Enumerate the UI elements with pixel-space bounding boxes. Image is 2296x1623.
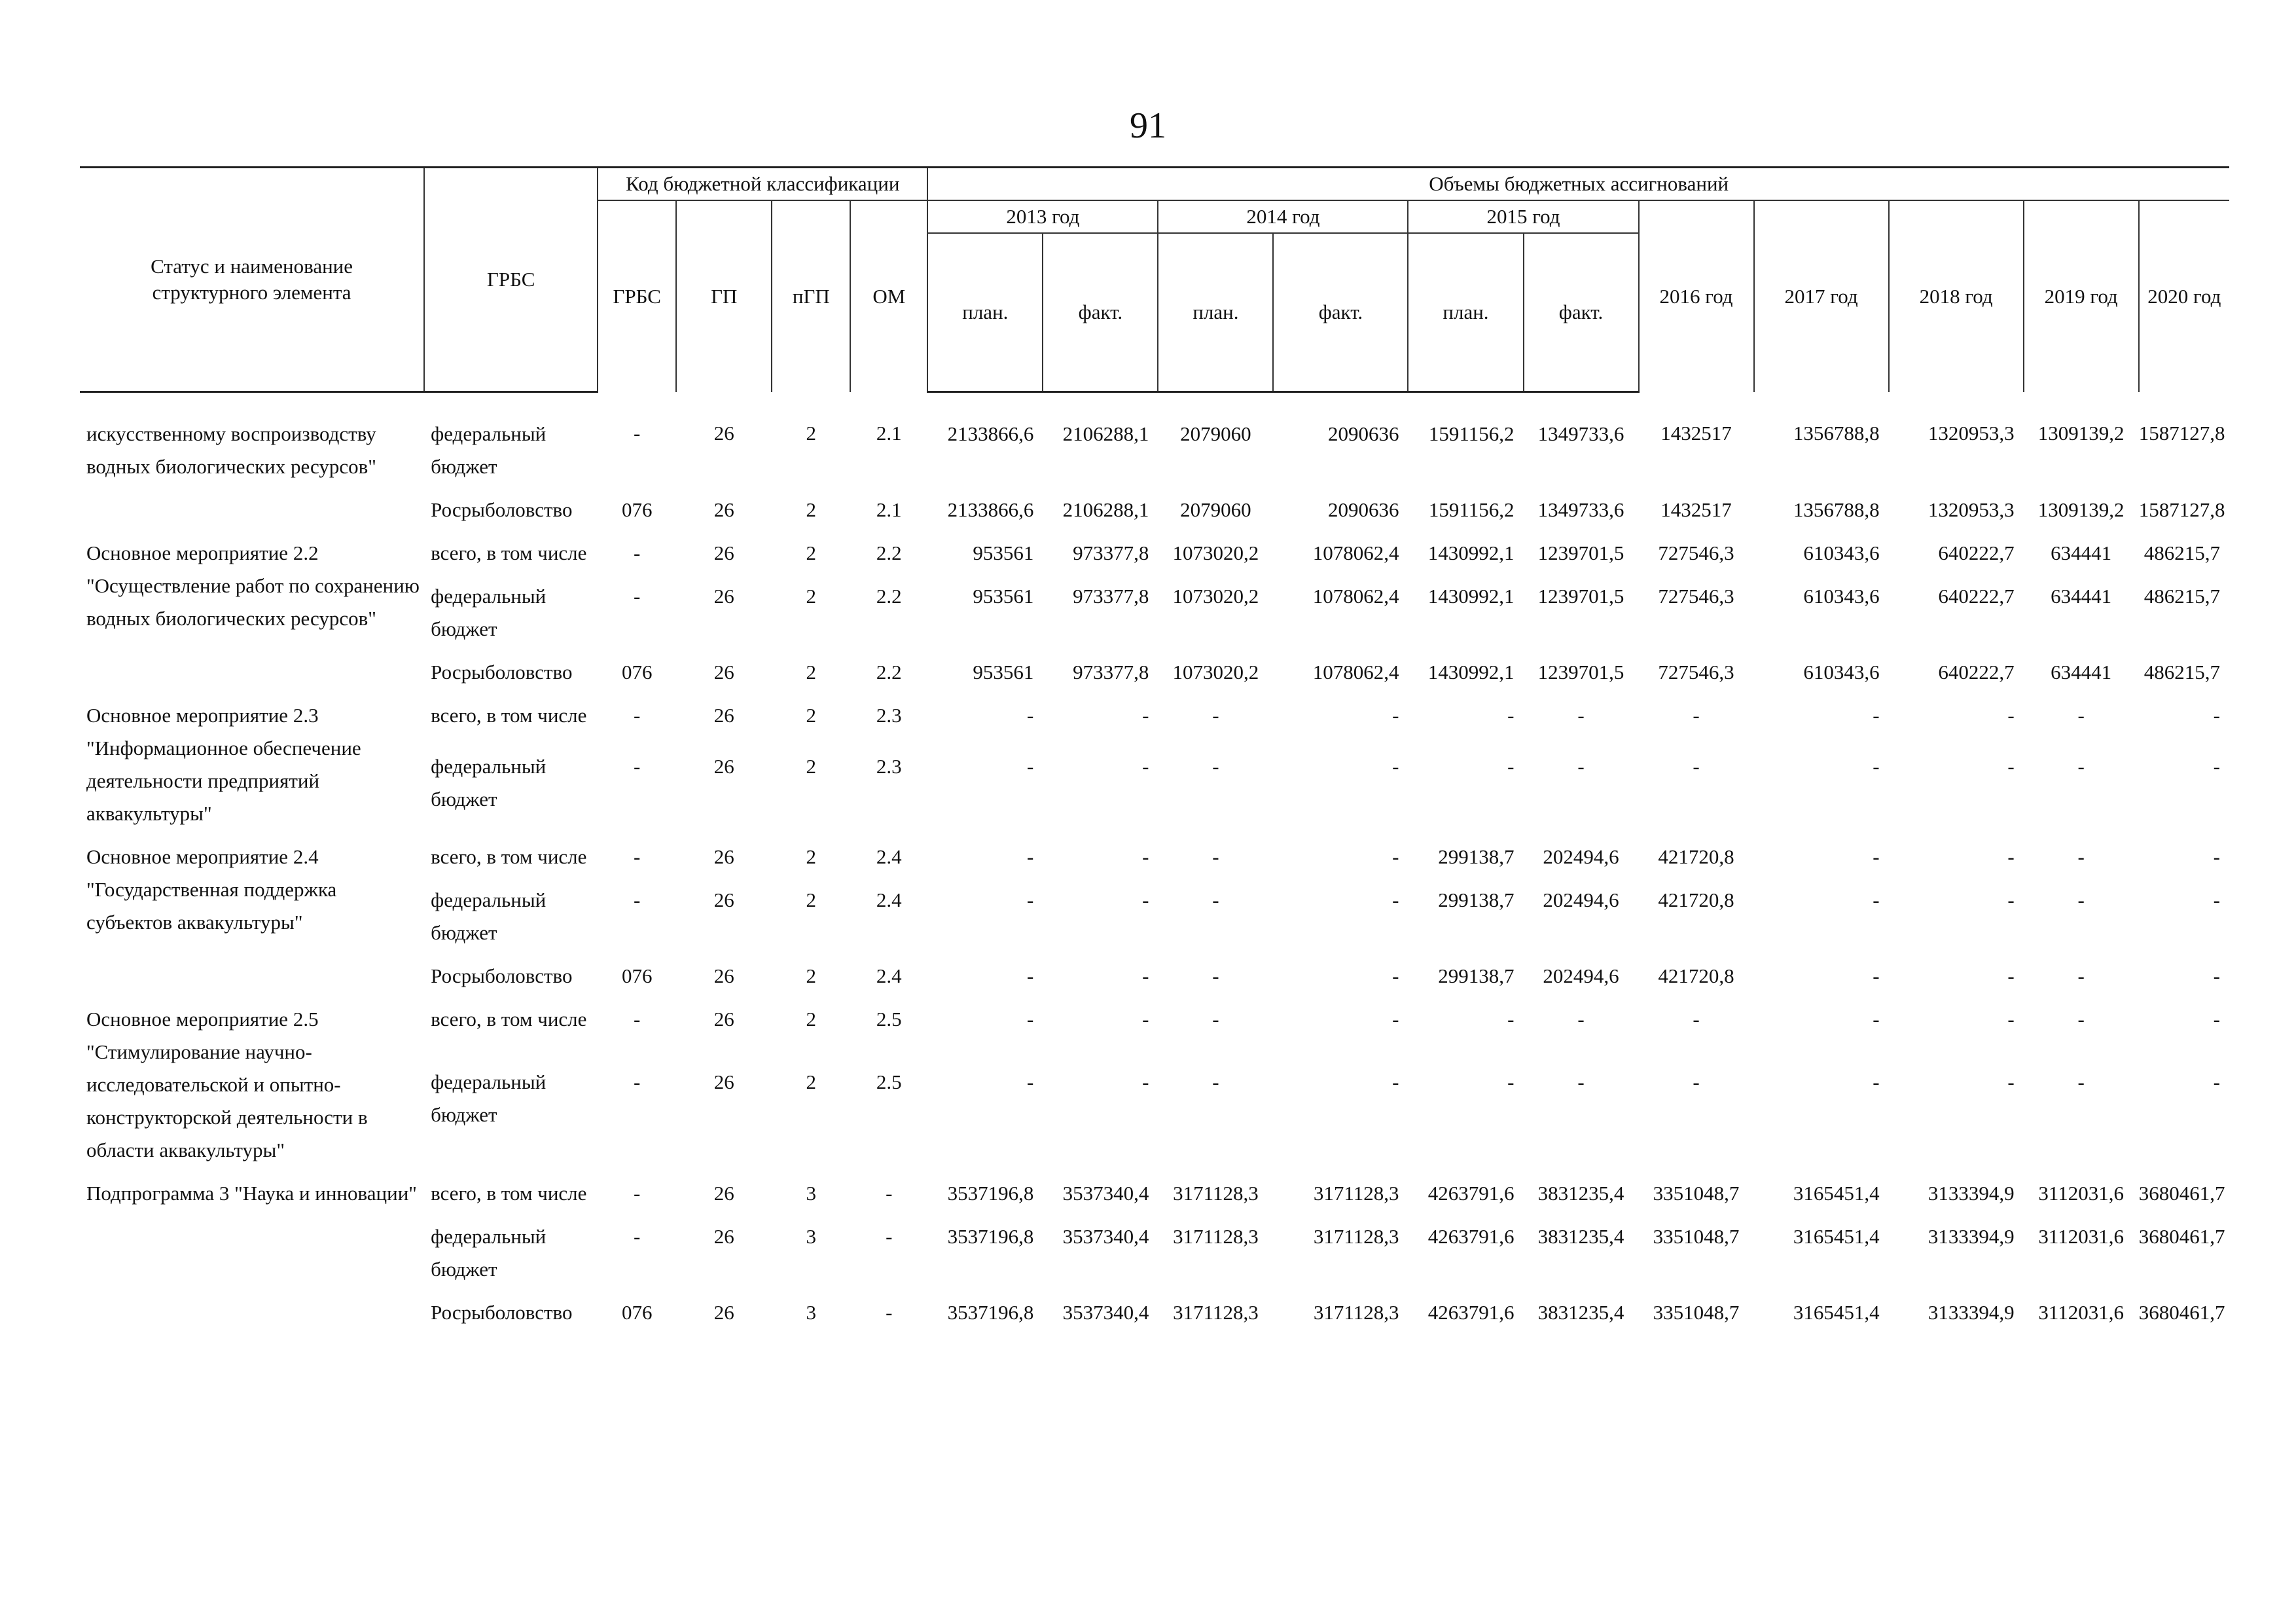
funding-source: федеральный бюджет [431, 888, 547, 944]
value-cell: 1356788,8 [1793, 421, 1880, 445]
code-grbs: - [634, 1070, 641, 1094]
value-cell: 3537340,4 [1062, 1182, 1149, 1205]
value-cell: 3351048,7 [1653, 1301, 1740, 1324]
code-grbs-header: ГРБС [598, 200, 676, 392]
value-cell: 3351048,7 [1653, 1182, 1740, 1205]
code-om: 2.3 [876, 755, 902, 778]
code-grbs: - [634, 1225, 641, 1248]
value-cell: 1073020,2 [1172, 661, 1259, 684]
budget-table [80, 166, 2229, 1340]
code-grbs: - [634, 888, 641, 911]
value-cell: 1320953,3 [1928, 498, 2015, 521]
value-cell: 1078062,4 [1312, 541, 1399, 564]
code-om: 2.5 [876, 1070, 902, 1094]
page-number: 91 [1130, 105, 1166, 146]
element-name: Основное мероприятие 2.5 "Стимулирование научно-исследовательской и опытно-конструкторской деятельности в области аквакультуры" [86, 1008, 368, 1161]
value-cell: 3171128,3 [1313, 1182, 1399, 1205]
value-cell: 2090636 [1327, 422, 1399, 445]
table-row [80, 1003, 2229, 1066]
code-gp: 26 [713, 704, 734, 727]
code-om: 2.5 [876, 1008, 902, 1030]
value-cell: 421720,8 [1658, 845, 1734, 868]
value-cell: - [1142, 755, 1149, 778]
value-cell: 3165451,4 [1793, 1182, 1880, 1205]
value-cell: 3537196,8 [947, 1182, 1034, 1205]
value-cell: - [1507, 704, 1515, 727]
value-cell: - [1577, 1070, 1585, 1094]
value-cell: 3171128,3 [1173, 1225, 1259, 1248]
value-cell: 3831235,4 [1537, 1301, 1624, 1324]
fact-2015-header: факт. [1524, 233, 1639, 392]
code-grbs: - [634, 704, 641, 727]
value-cell: 3171128,3 [1313, 1225, 1399, 1248]
value-cell: 640222,7 [1938, 585, 2015, 608]
value-cell: - [2007, 888, 2015, 911]
year-2015-header: 2015 год [1408, 200, 1638, 233]
year-2017-header: 2017 год [1754, 200, 1889, 392]
table-row [80, 841, 2229, 884]
element-name: Основное мероприятие 2.4 "Государственная поддержка субъектов аквакультуры" [86, 845, 337, 934]
value-cell: - [1873, 1070, 1880, 1094]
value-cell: - [2077, 845, 2085, 868]
code-om: 2.2 [876, 661, 902, 684]
year-2014-header: 2014 год [1158, 200, 1408, 233]
funding-source: Росрыболовство [431, 498, 573, 521]
code-pgp-header: пГП [772, 200, 850, 392]
code-grbs: 076 [621, 1301, 653, 1324]
element-name: Основное мероприятие 2.3 "Информационное обеспечение деятельности предприятий аквакультуры" [86, 704, 361, 825]
value-cell: 3165451,4 [1793, 1225, 1880, 1248]
value-cell: 1432517 [1660, 498, 1732, 521]
value-cell: 2133866,6 [947, 422, 1034, 445]
value-cell: 1430992,1 [1427, 661, 1515, 684]
funding-source: федеральный бюджет [431, 755, 547, 811]
code-pgp: 2 [806, 541, 817, 564]
value-cell: 202494,6 [1543, 845, 1619, 868]
code-pgp: 2 [806, 498, 817, 521]
value-cell: 1239701,5 [1537, 585, 1624, 608]
value-cell: 727546,3 [1658, 541, 1734, 564]
value-cell: - [2213, 704, 2220, 727]
value-cell: 299138,7 [1438, 845, 1515, 868]
value-cell: - [2213, 964, 2220, 987]
value-cell: 2090636 [1327, 498, 1399, 521]
value-cell: 953561 [973, 661, 1034, 684]
code-gp: 26 [713, 661, 734, 684]
value-cell: 3171128,3 [1173, 1182, 1259, 1205]
value-cell: 727546,3 [1658, 661, 1734, 684]
code-gp: 26 [713, 845, 734, 868]
value-cell: - [1693, 1008, 1700, 1030]
value-cell: 1239701,5 [1537, 541, 1624, 564]
year-2019-header: 2019 год [2024, 200, 2139, 392]
funding-source: федеральный бюджет [431, 1225, 547, 1281]
value-cell: - [1392, 1008, 1399, 1030]
value-cell: 3133394,9 [1928, 1301, 2015, 1324]
value-cell: - [1212, 1008, 1219, 1030]
value-cell: - [1212, 755, 1219, 778]
funding-source: федеральный бюджет [431, 585, 547, 640]
value-cell: - [2213, 1008, 2220, 1030]
value-cell: - [1392, 755, 1399, 778]
value-cell: - [2077, 888, 2085, 911]
value-cell: - [1392, 845, 1399, 868]
value-cell: - [1212, 964, 1219, 987]
code-pgp: 2 [806, 755, 817, 778]
code-gp: 26 [713, 1070, 734, 1094]
code-om: 2.4 [876, 964, 902, 987]
code-om: 2.4 [876, 888, 902, 911]
code-om: - [886, 1182, 893, 1205]
value-cell: - [1142, 1070, 1149, 1094]
value-cell: - [2007, 964, 2015, 987]
value-cell: 973377,8 [1073, 541, 1149, 564]
value-cell: 486215,7 [2144, 661, 2220, 684]
value-cell: - [1142, 888, 1149, 911]
code-grbs: 076 [621, 964, 653, 987]
value-cell: - [2213, 755, 2220, 778]
value-cell: 634441 [2051, 541, 2112, 564]
code-gp: 26 [713, 1225, 734, 1248]
value-cell: - [2077, 1070, 2085, 1094]
value-cell: 1309139,2 [2037, 421, 2125, 445]
value-cell: 1073020,2 [1172, 585, 1259, 608]
value-cell: - [1392, 964, 1399, 987]
value-cell: 3112031,6 [2038, 1225, 2124, 1248]
code-grbs: - [634, 755, 641, 778]
value-cell: 1587127,8 [2138, 498, 2225, 521]
value-cell: 3112031,6 [2038, 1182, 2124, 1205]
table-row [80, 537, 2229, 580]
table-row [80, 699, 2229, 750]
code-om: 2.4 [876, 845, 902, 868]
code-grbs: - [634, 541, 641, 564]
value-cell: - [1212, 888, 1219, 911]
element-name: Подпрограмма 3 "Наука и инновации" [86, 1182, 417, 1205]
value-cell: 2079060 [1180, 498, 1251, 521]
code-grbs: - [634, 421, 641, 445]
value-cell: 634441 [2051, 661, 2112, 684]
value-cell: - [1142, 964, 1149, 987]
value-cell: 1078062,4 [1312, 585, 1399, 608]
code-gp: 26 [713, 421, 734, 445]
value-cell: 4263791,6 [1427, 1301, 1515, 1324]
value-cell: - [1027, 964, 1034, 987]
fact-2014-header: факт. [1273, 233, 1408, 392]
code-pgp: 2 [806, 964, 817, 987]
value-cell: 4263791,6 [1427, 1225, 1515, 1248]
value-cell: 202494,6 [1543, 888, 1619, 911]
value-cell: - [1392, 888, 1399, 911]
value-cell: 3133394,9 [1928, 1225, 2015, 1248]
code-om: 2.2 [876, 585, 902, 608]
value-cell: - [2077, 755, 2085, 778]
code-pgp: 3 [806, 1225, 817, 1248]
code-pgp: 2 [806, 585, 817, 608]
funding-source: Росрыболовство [431, 1301, 573, 1324]
value-cell: 3133394,9 [1928, 1182, 2015, 1205]
value-cell: - [1507, 1070, 1515, 1094]
value-cell: - [1027, 704, 1034, 727]
value-cell: - [1027, 1008, 1034, 1030]
value-cell: 3831235,4 [1537, 1225, 1624, 1248]
value-cell: 3171128,3 [1173, 1301, 1259, 1324]
value-cell: - [2213, 1070, 2220, 1094]
code-om: 2.1 [876, 421, 902, 445]
value-cell: 299138,7 [1438, 964, 1515, 987]
value-cell: - [2007, 755, 2015, 778]
value-cell: 973377,8 [1073, 585, 1149, 608]
volumes-group-header: Объемы бюджетных ассигнований [927, 168, 2229, 201]
funding-source: всего, в том числе [431, 1008, 587, 1030]
value-cell: 3537340,4 [1062, 1225, 1149, 1248]
value-cell: - [1027, 888, 1034, 911]
value-cell: - [1873, 755, 1880, 778]
value-cell: - [1693, 1070, 1700, 1094]
value-cell: 610343,6 [1803, 585, 1880, 608]
value-cell: 3537340,4 [1062, 1301, 1149, 1324]
value-cell: 1349733,6 [1537, 498, 1624, 521]
code-grbs: 076 [621, 661, 653, 684]
value-cell: 973377,8 [1073, 661, 1149, 684]
element-name: Основное мероприятие 2.2 "Осуществление работ по сохранению водных биологических ресурсов" [86, 541, 420, 630]
funding-source: Росрыболовство [431, 964, 573, 987]
value-cell: 727546,3 [1658, 585, 1734, 608]
code-om: 2.1 [876, 498, 902, 521]
value-cell: - [1027, 1070, 1034, 1094]
value-cell: 1309139,2 [2037, 498, 2125, 521]
value-cell: - [1212, 704, 1219, 727]
value-cell: - [1142, 1008, 1149, 1030]
code-gp: 26 [713, 888, 734, 911]
value-cell: - [1212, 845, 1219, 868]
code-grbs: - [634, 845, 641, 868]
value-cell: - [1873, 964, 1880, 987]
value-cell: 486215,7 [2144, 541, 2220, 564]
table-row [80, 1177, 2229, 1220]
code-gp: 26 [713, 1301, 734, 1324]
value-cell: 3680461,7 [2138, 1301, 2225, 1324]
value-cell: 4263791,6 [1427, 1182, 1515, 1205]
value-cell: - [1392, 1070, 1399, 1094]
value-cell: - [1212, 1070, 1219, 1094]
value-cell: 640222,7 [1938, 661, 2015, 684]
value-cell: - [2213, 845, 2220, 868]
value-cell: - [2007, 845, 2015, 868]
code-om: 2.3 [876, 704, 902, 727]
value-cell: 2106288,1 [1062, 498, 1149, 521]
value-cell: - [2213, 888, 2220, 911]
code-gp: 26 [713, 1182, 734, 1205]
value-cell: 610343,6 [1803, 541, 1880, 564]
value-cell: 1430992,1 [1427, 541, 1515, 564]
value-cell: - [2007, 1070, 2015, 1094]
value-cell: - [2077, 704, 2085, 727]
value-cell: - [1027, 755, 1034, 778]
value-cell: - [1873, 1008, 1880, 1030]
code-gp: 26 [713, 541, 734, 564]
value-cell: 3537196,8 [947, 1225, 1034, 1248]
value-cell: - [1142, 845, 1149, 868]
value-cell: 1591156,2 [1428, 498, 1515, 521]
code-pgp: 2 [806, 421, 817, 445]
fact-2013-header: факт. [1043, 233, 1158, 392]
code-gp: 26 [713, 964, 734, 987]
value-cell: 1587127,8 [2138, 421, 2225, 445]
plan-2015-header: план. [1408, 233, 1523, 392]
value-cell: - [1577, 755, 1585, 778]
code-grbs: 076 [621, 498, 653, 521]
code-gp: 26 [713, 755, 734, 778]
funding-source: федеральный бюджет [431, 422, 547, 478]
value-cell: - [1027, 845, 1034, 868]
funding-source: всего, в том числе [431, 1182, 587, 1205]
value-cell: - [1142, 704, 1149, 727]
value-cell: - [1873, 888, 1880, 911]
value-cell: 3171128,3 [1313, 1301, 1399, 1324]
funding-source: федеральный бюджет [431, 1070, 547, 1127]
year-2016-header: 2016 год [1639, 200, 1754, 392]
value-cell: - [2007, 704, 2015, 727]
value-cell: 2106288,1 [1062, 422, 1149, 445]
value-cell: 3112031,6 [2038, 1301, 2124, 1324]
code-pgp: 2 [806, 704, 817, 727]
code-group-header: Код бюджетной классификации [598, 168, 927, 201]
funding-source: всего, в том числе [431, 845, 587, 868]
code-grbs: - [634, 1182, 641, 1205]
code-grbs: - [634, 585, 641, 608]
value-cell: 3165451,4 [1793, 1301, 1880, 1324]
status-header: Статус и наименование структурного элемента [80, 168, 424, 392]
code-gp-header: ГП [676, 200, 772, 392]
value-cell: 1320953,3 [1928, 421, 2015, 445]
year-2020-header: 2020 год [2139, 200, 2229, 392]
value-cell: 1078062,4 [1312, 661, 1399, 684]
value-cell: - [1507, 1008, 1515, 1030]
value-cell: 421720,8 [1658, 888, 1734, 911]
code-om-header: ОМ [850, 200, 927, 392]
code-pgp: 2 [806, 661, 817, 684]
value-cell: - [1873, 704, 1880, 727]
value-cell: - [1873, 845, 1880, 868]
value-cell: - [2077, 1008, 2085, 1030]
value-cell: 202494,6 [1543, 964, 1619, 987]
year-2013-header: 2013 год [927, 200, 1158, 233]
value-cell: 1239701,5 [1537, 661, 1624, 684]
plan-2013-header: план. [927, 233, 1043, 392]
value-cell: 3680461,7 [2138, 1182, 2225, 1205]
value-cell: - [2007, 1008, 2015, 1030]
value-cell: 1349733,6 [1537, 422, 1624, 445]
value-cell: 1356788,8 [1793, 498, 1880, 521]
code-gp: 26 [713, 1008, 734, 1030]
value-cell: 3680461,7 [2138, 1225, 2225, 1248]
grbs-header: ГРБС [424, 168, 598, 392]
value-cell: - [1693, 704, 1700, 727]
value-cell: 2079060 [1180, 422, 1251, 445]
element-name: искусственному воспроизводству водных биологических ресурсов" [86, 422, 376, 478]
code-om: 2.2 [876, 541, 902, 564]
code-om: - [886, 1301, 893, 1324]
code-pgp: 2 [806, 888, 817, 911]
value-cell: 634441 [2051, 585, 2112, 608]
code-pgp: 3 [806, 1301, 817, 1324]
value-cell: 1432517 [1660, 421, 1732, 445]
value-cell: - [1577, 704, 1585, 727]
value-cell: 1073020,2 [1172, 541, 1259, 564]
value-cell: 1591156,2 [1428, 422, 1515, 445]
code-grbs: - [634, 1008, 641, 1030]
code-pgp: 2 [806, 1008, 817, 1030]
code-gp: 26 [713, 585, 734, 608]
value-cell: 2133866,6 [947, 498, 1034, 521]
plan-2014-header: план. [1158, 233, 1273, 392]
table-header [80, 168, 2229, 392]
code-pgp: 2 [806, 845, 817, 868]
value-cell: - [1577, 1008, 1585, 1030]
year-2018-header: 2018 год [1889, 200, 2024, 392]
table-row [80, 392, 2229, 494]
value-cell: 3351048,7 [1653, 1225, 1740, 1248]
value-cell: - [1507, 755, 1515, 778]
code-gp: 26 [713, 498, 734, 521]
value-cell: 953561 [973, 541, 1034, 564]
table-body [80, 392, 2229, 1340]
funding-source: всего, в том числе [431, 541, 587, 564]
value-cell: 421720,8 [1658, 964, 1734, 987]
value-cell: 3831235,4 [1537, 1182, 1624, 1205]
value-cell: 1430992,1 [1427, 585, 1515, 608]
value-cell: - [1392, 704, 1399, 727]
funding-source: Росрыболовство [431, 661, 573, 684]
value-cell: 3537196,8 [947, 1301, 1034, 1324]
code-pgp: 3 [806, 1182, 817, 1205]
code-om: - [886, 1225, 893, 1248]
value-cell: 486215,7 [2144, 585, 2220, 608]
value-cell: 610343,6 [1803, 661, 1880, 684]
value-cell: 953561 [973, 585, 1034, 608]
value-cell: - [1693, 755, 1700, 778]
value-cell: - [2077, 964, 2085, 987]
value-cell: 299138,7 [1438, 888, 1515, 911]
code-pgp: 2 [806, 1070, 817, 1094]
funding-source: всего, в том числе [431, 704, 587, 727]
value-cell: 640222,7 [1938, 541, 2015, 564]
